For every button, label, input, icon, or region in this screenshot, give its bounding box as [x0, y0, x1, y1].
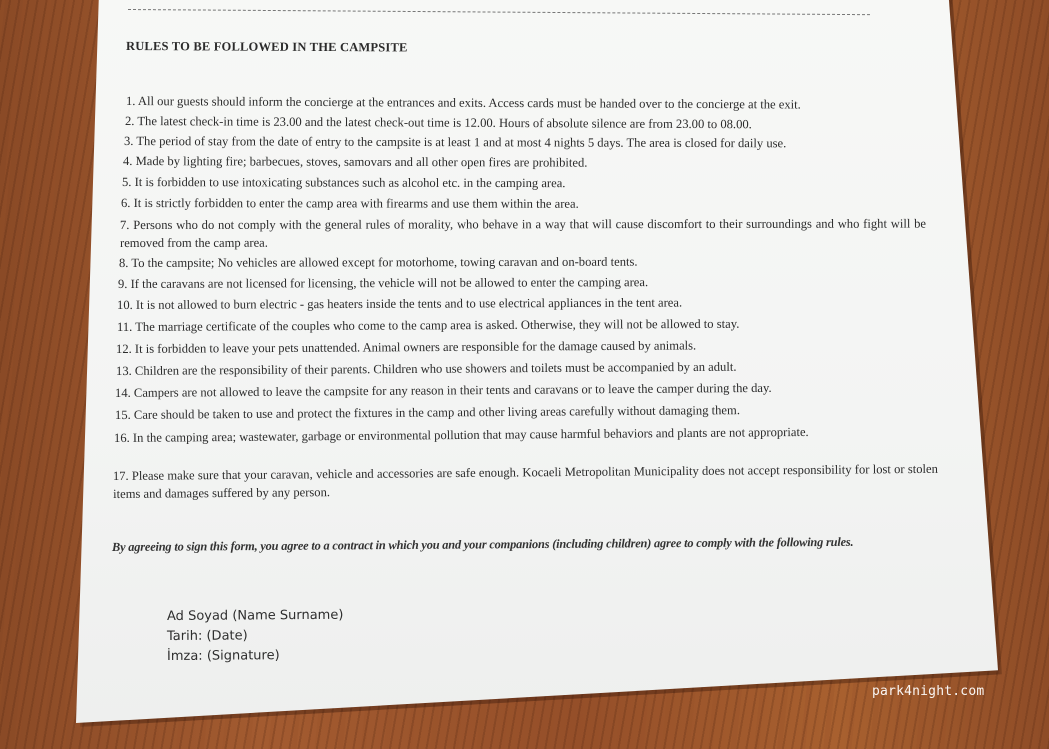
rule-16: 16. In the camping area; wastewater, garbage or environmental pollution that may cause harmful behaviors and plants are not appropriate.	[113, 424, 809, 445]
document-title: RULES TO BE FOLLOWED IN THE CAMPSITE	[125, 39, 408, 55]
rule-15: 15. Care should be taken to use and protect the fixtures in the camp and other living areas carefully without damaging them.	[114, 403, 740, 422]
rule-11: 11. The marriage certificate of the couples who come to the camp area is asked. Otherwise, they will not be allowed to stay.	[116, 316, 740, 334]
rule-9: 9. If the caravans are not licensed for licensing, the vehicle will not be allowed to enter the camping area.	[117, 275, 649, 291]
rule-7: 7. Persons who do not comply with the general rules of morality, who behave in a way that will cause discomfort to their surroundings and who fight will be removed from the camp area.	[119, 216, 926, 250]
rule-14: 14. Campers are not allowed to leave the campsite for any reason in their tents and caravans or to leave the camper during the day.	[114, 380, 772, 400]
watermark-text: park4night.com	[872, 684, 985, 699]
rule-10: 10. It is not allowed to burn electric - gas heaters inside the tents and to use electrical appliances in the tent area.	[116, 295, 683, 312]
rule-5: 5. It is forbidden to use intoxicating substances such as alcohol etc. in the camping area.	[121, 175, 566, 191]
rule-13: 13. Children are the responsibility of their parents. Children who use showers and toilets must be accompanied by an adult.	[115, 359, 737, 378]
rule-6: 6. It is strictly forbidden to enter the camp area with firearms and use them within the area.	[120, 196, 579, 211]
rule-12: 12. It is forbidden to leave your pets unattended. Animal owners are responsible for the damage caused by animals.	[115, 338, 697, 356]
date-field: Tarih: (Date)	[166, 628, 248, 644]
rule-1: 1. All our guests should inform the concierge at the entrances and exits. Access cards must be handed over to the concierge at the exit.	[125, 94, 801, 112]
rule-17: 17. Please make sure that your caravan, vehicle and accessories are safe enough. Kocaeli Metropolitan Municipality does not accept responsibility for lost or stolen items and damages suffered by any person.	[112, 461, 938, 501]
rule-4: 4. Made by lighting fire; barbecues, stoves, samovars and all other open fires are prohibited.	[122, 154, 588, 170]
agreement-statement: By agreeing to sign this form, you agree to a contract in which you and your companions (including children) agree to comply with the following rules.	[111, 534, 854, 554]
name-surname-field: Ad Soyad (Name Surname)	[166, 607, 344, 624]
signature-field: İmza: (Signature)	[166, 648, 280, 664]
rule-2: 2. The latest check-in time is 23.00 and the latest check-out time is 12.00. Hours of absolute silence are from 23.00 to 08.00.	[124, 114, 752, 132]
rule-8: 8. To the campsite; No vehicles are allowed except for motorhome, towing caravan and on-board tents.	[118, 254, 638, 270]
rule-3: 3. The period of stay from the date of entry to the campsite is at least 1 and at most 4 nights 5 days. The area is closed for daily use.	[123, 134, 787, 151]
